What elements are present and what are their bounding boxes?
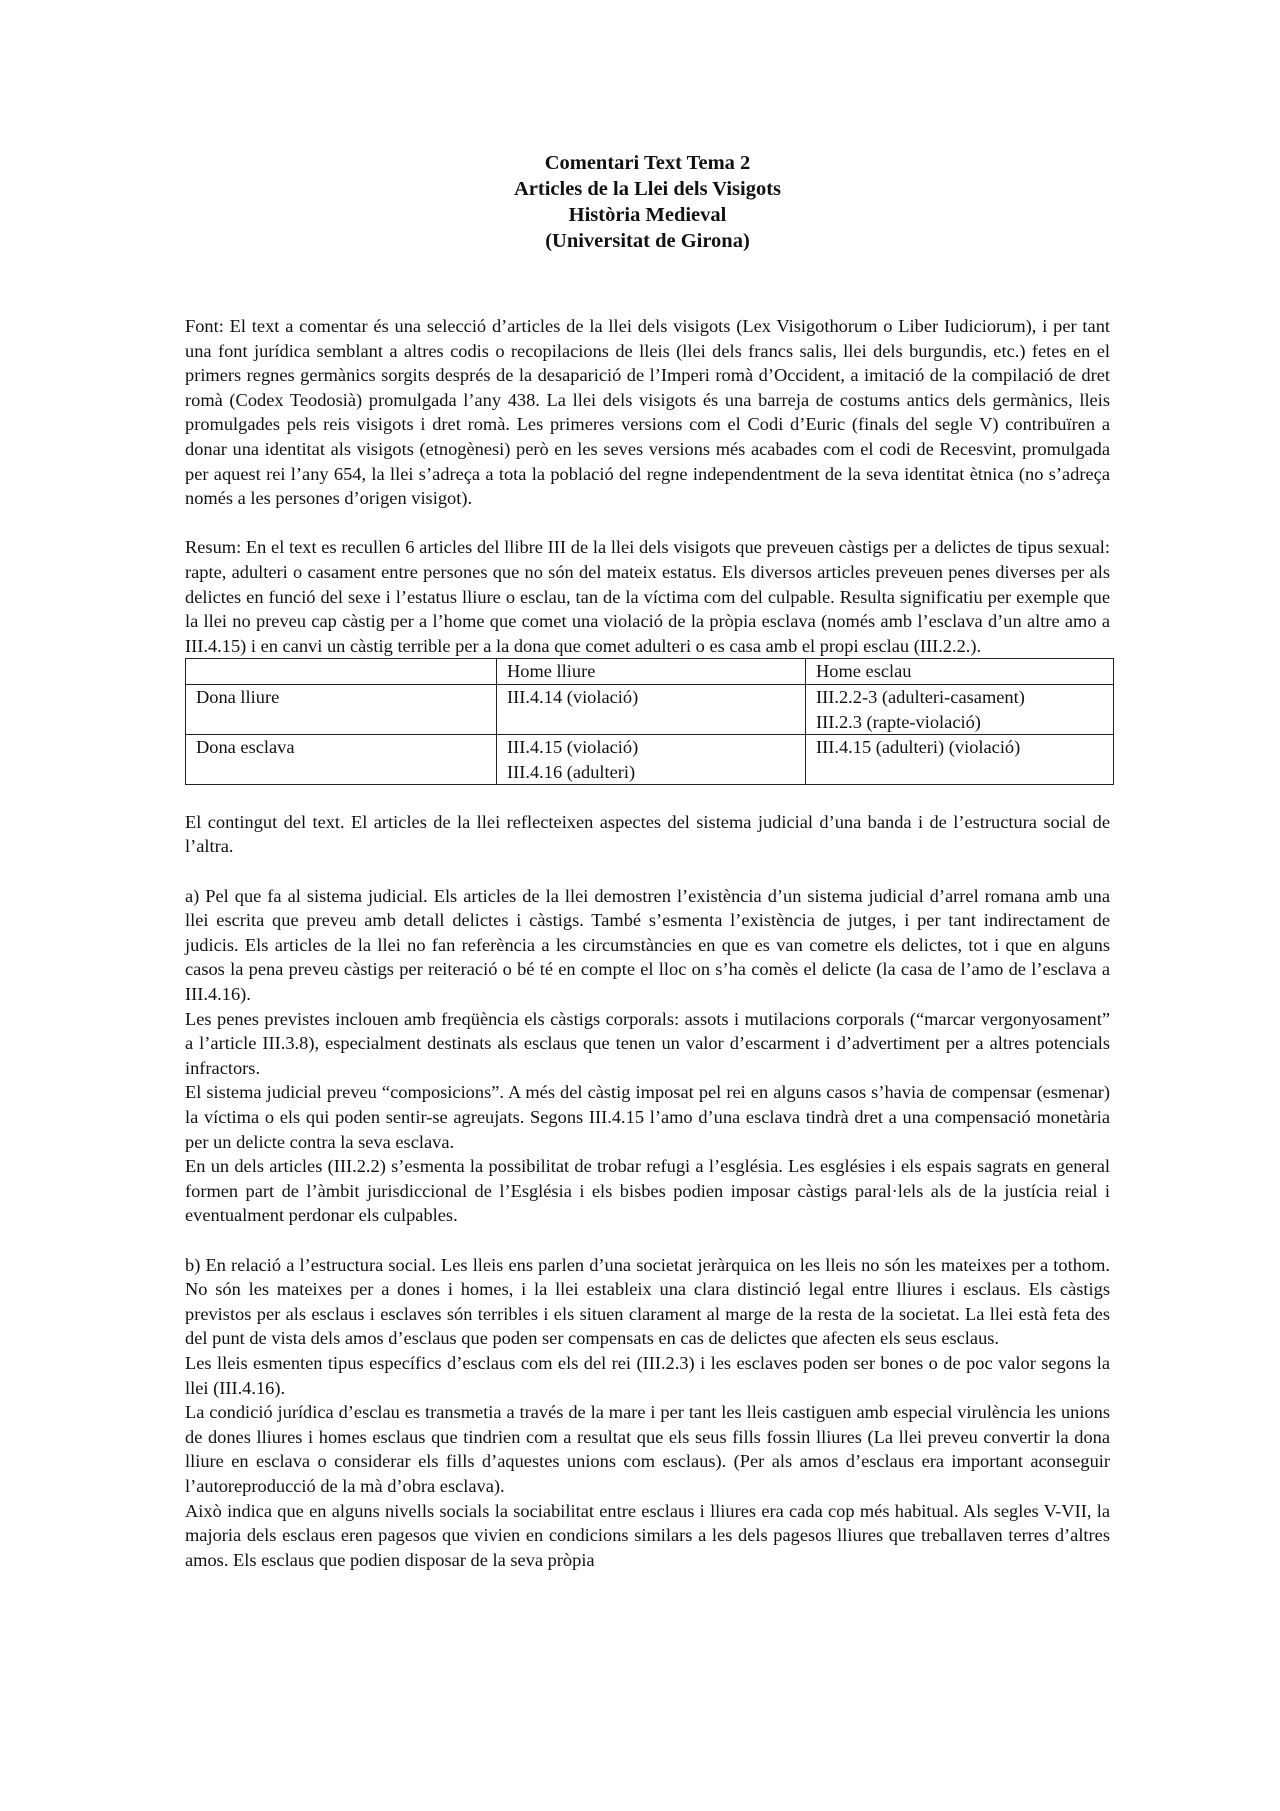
summary-table: [185, 658, 1114, 785]
table-cell-line: III.4.15 (adulteri) (violació): [816, 737, 1021, 758]
title-line-3: Història Medieval: [568, 204, 727, 226]
table-header-cell: [186, 659, 497, 685]
paragraph-estructura-social: b) En relació a l’estructura social. Les lleis ens parlen d’una societat jeràrquica on les lleis no són les mateixes per a tothom. No són les mateixes per a dones i homes, i la llei estableix una clara distinció legal entre lliures i esclaus. Els càstigs previstos per als esclaus i esclaves són terribles i els situen clarament al marge de la resta de la societat. La llei està feta des del punt de vista dels amos d’esclaus que poden ser compensats en cas de delictes que afecten els seus esclaus.: [185, 1254, 1110, 1349]
title-line-4: (Universitat de Girona): [545, 230, 750, 252]
table-cell-line: III.4.16 (adulteri): [507, 761, 636, 782]
table-cell: [497, 735, 806, 785]
table-cell: [806, 684, 1114, 734]
table-cell-line: III.4.14 (violació): [507, 686, 639, 707]
paragraph-font: Font: El text a comentar és una selecció d’articles de la llei dels visigots (Lex Visigothorum o Liber Iudiciorum), i per tant una font jurídica semblant a altres codis o recopilacions de lleis (llei dels francs salis, llei dels burgundis, etc.) fetes en el primers regnes germànics sorgits després de la desaparició de l’Imperi romà d’Occident, a imitació de la compilació de dret romà (Codex Teodosià) promulgada l’any 438. La llei dels visigots és una barreja de costums antics dels germànics, lleis promulgades pels reis visigots i dret romà. Les primeres versions com el Codi d’Euric (finals del segle V) contribuïren a donar una identitat als visigots (etnogènesi) però en les seves versions més acabades com el codi de Recesvint, promulgada per aquest rei l’any 654, la llei s’adreça a tota la població del regne independentment de la seva identitat ètnica (no s’adreça només a les persones d’origen visigot).: [185, 316, 1110, 509]
table-row: [186, 735, 1114, 785]
paragraph-sistema-judicial: a) Pel que fa al sistema judicial. Els articles de la llei demostren l’existència d’un sistema judicial d’arrel romana amb una llei escrita que preveu amb detall delictes i càstigs. També s’esmenta l’existència de jutges, i per tant indirectament de judicis. Els articles de la llei no fan referència a les circumstàncies en que es van cometre els delictes, tot i que en alguns casos la pena preveu càstigs per reiteració o bé té en compte el lloc on s’ha comès el delicte (la casa de l’amo de l’esclava a III.4.16).: [185, 885, 1110, 1005]
title-line-1: Comentari Text Tema 2: [544, 152, 751, 174]
table-header-row: [186, 659, 1114, 685]
paragraph-sociabilitat: Això indica que en alguns nivells socials la sociabilitat entre esclaus i lliures era cada cop més habitual. Als segles V-VII, la majoria dels esclaus eren pagesos que vivien en condicions similars a les dels pagesos lliures que treballaven terres d’altres amos. Els esclaus que podien disposar de la seva pròpia: [185, 1500, 1110, 1570]
table-row-label: Dona esclava: [186, 735, 497, 785]
table-cell-line: III.4.15 (violació): [507, 737, 639, 758]
table-header-cell: Home lliure: [497, 659, 806, 685]
table-row: [186, 684, 1114, 734]
title-line-2: Articles de la Llei dels Visigots: [513, 178, 782, 200]
paragraph-composicions: El sistema judicial preveu “composicions”. A més del càstig imposat pel rei en alguns casos s’havia de compensar (esmenar) la víctima o els qui poden sentir-se agreujats. Segons III.4.15 l’amo d’una esclava tindrà dret a una compensació monetària per un delicte contra la seva esclava.: [185, 1082, 1110, 1152]
paragraph-contingut: El contingut del text. El articles de la llei reflecteixen aspectes del sistema judicial d’una banda i de l’estructura social de l’altra.: [185, 811, 1110, 857]
table-cell-line: III.2.2-3 (adulteri-casament): [816, 686, 1025, 707]
paragraph-resum: Resum: En el text es recullen 6 articles del llibre III de la llei dels visigots que preveuen càstigs per a delictes de tipus sexual: rapte, adulteri o casament entre persones que no són del mateix estatus. Els diversos articles preveuen penes diverses per als delictes en funció del sexe i l’estatus lliure o esclau, tan de la víctima com del culpable. Resulta significatiu per exemple que la llei no preveu cap càstig per a l’home que comet una violació de la pròpia esclava (només amb l’esclava d’un altre amo a III.4.15) i en canvi un càstig terrible per a la dona que comet adulteri o es casa amb el propi esclau (III.2.2.).: [185, 537, 1110, 656]
paragraph-penes: Les penes previstes inclouen amb freqüència els càstigs corporals: assots i mutilacions corporals (“marcar vergonyosament” a l’article III.3.8), especialment destinats als esclaus que tenen un valor d’escarment i d’advertiment per a altres potencials infractors.: [185, 1008, 1110, 1078]
table-header-cell: Home esclau: [806, 659, 1114, 685]
document-title: [185, 150, 1110, 254]
paragraph-condicio-juridica: La condició jurídica d’esclau es transmetia a través de la mare i per tant les lleis castiguen amb especial virulència les unions de dones lliures i homes esclaus que tindrien com a resultat que els seus fills fossin lliures (La llei preveu convertir la dona lliure en esclava o considerar els fills d’aquestes unions com esclaus). (Per als amos d’esclaus era important aconseguir l’autoreproducció de la mà d’obra esclava).: [185, 1402, 1110, 1496]
document-page: [185, 150, 1110, 1572]
paragraph-esglesia: En un dels articles (III.2.2) s’esmenta la possibilitat de trobar refugi a l’església. Les esglésies i els espais sagrats en general formen part de l’àmbit jurisdiccional de l’Església i els bisbes podien imposar càstigs paral·lels als de la justícia reial i eventualment perdonar els culpables.: [185, 1156, 1110, 1226]
table-row-label: Dona lliure: [186, 684, 497, 734]
table-cell: [806, 735, 1114, 785]
table-cell-line: III.2.3 (rapte-violació): [816, 711, 981, 732]
paragraph-tipus-esclaus: Les lleis esmenten tipus específics d’esclaus com els del rei (III.2.3) i les esclaves poden ser bones o de poc valor segons la llei (III.4.16).: [185, 1352, 1110, 1398]
table-cell: [497, 684, 806, 734]
